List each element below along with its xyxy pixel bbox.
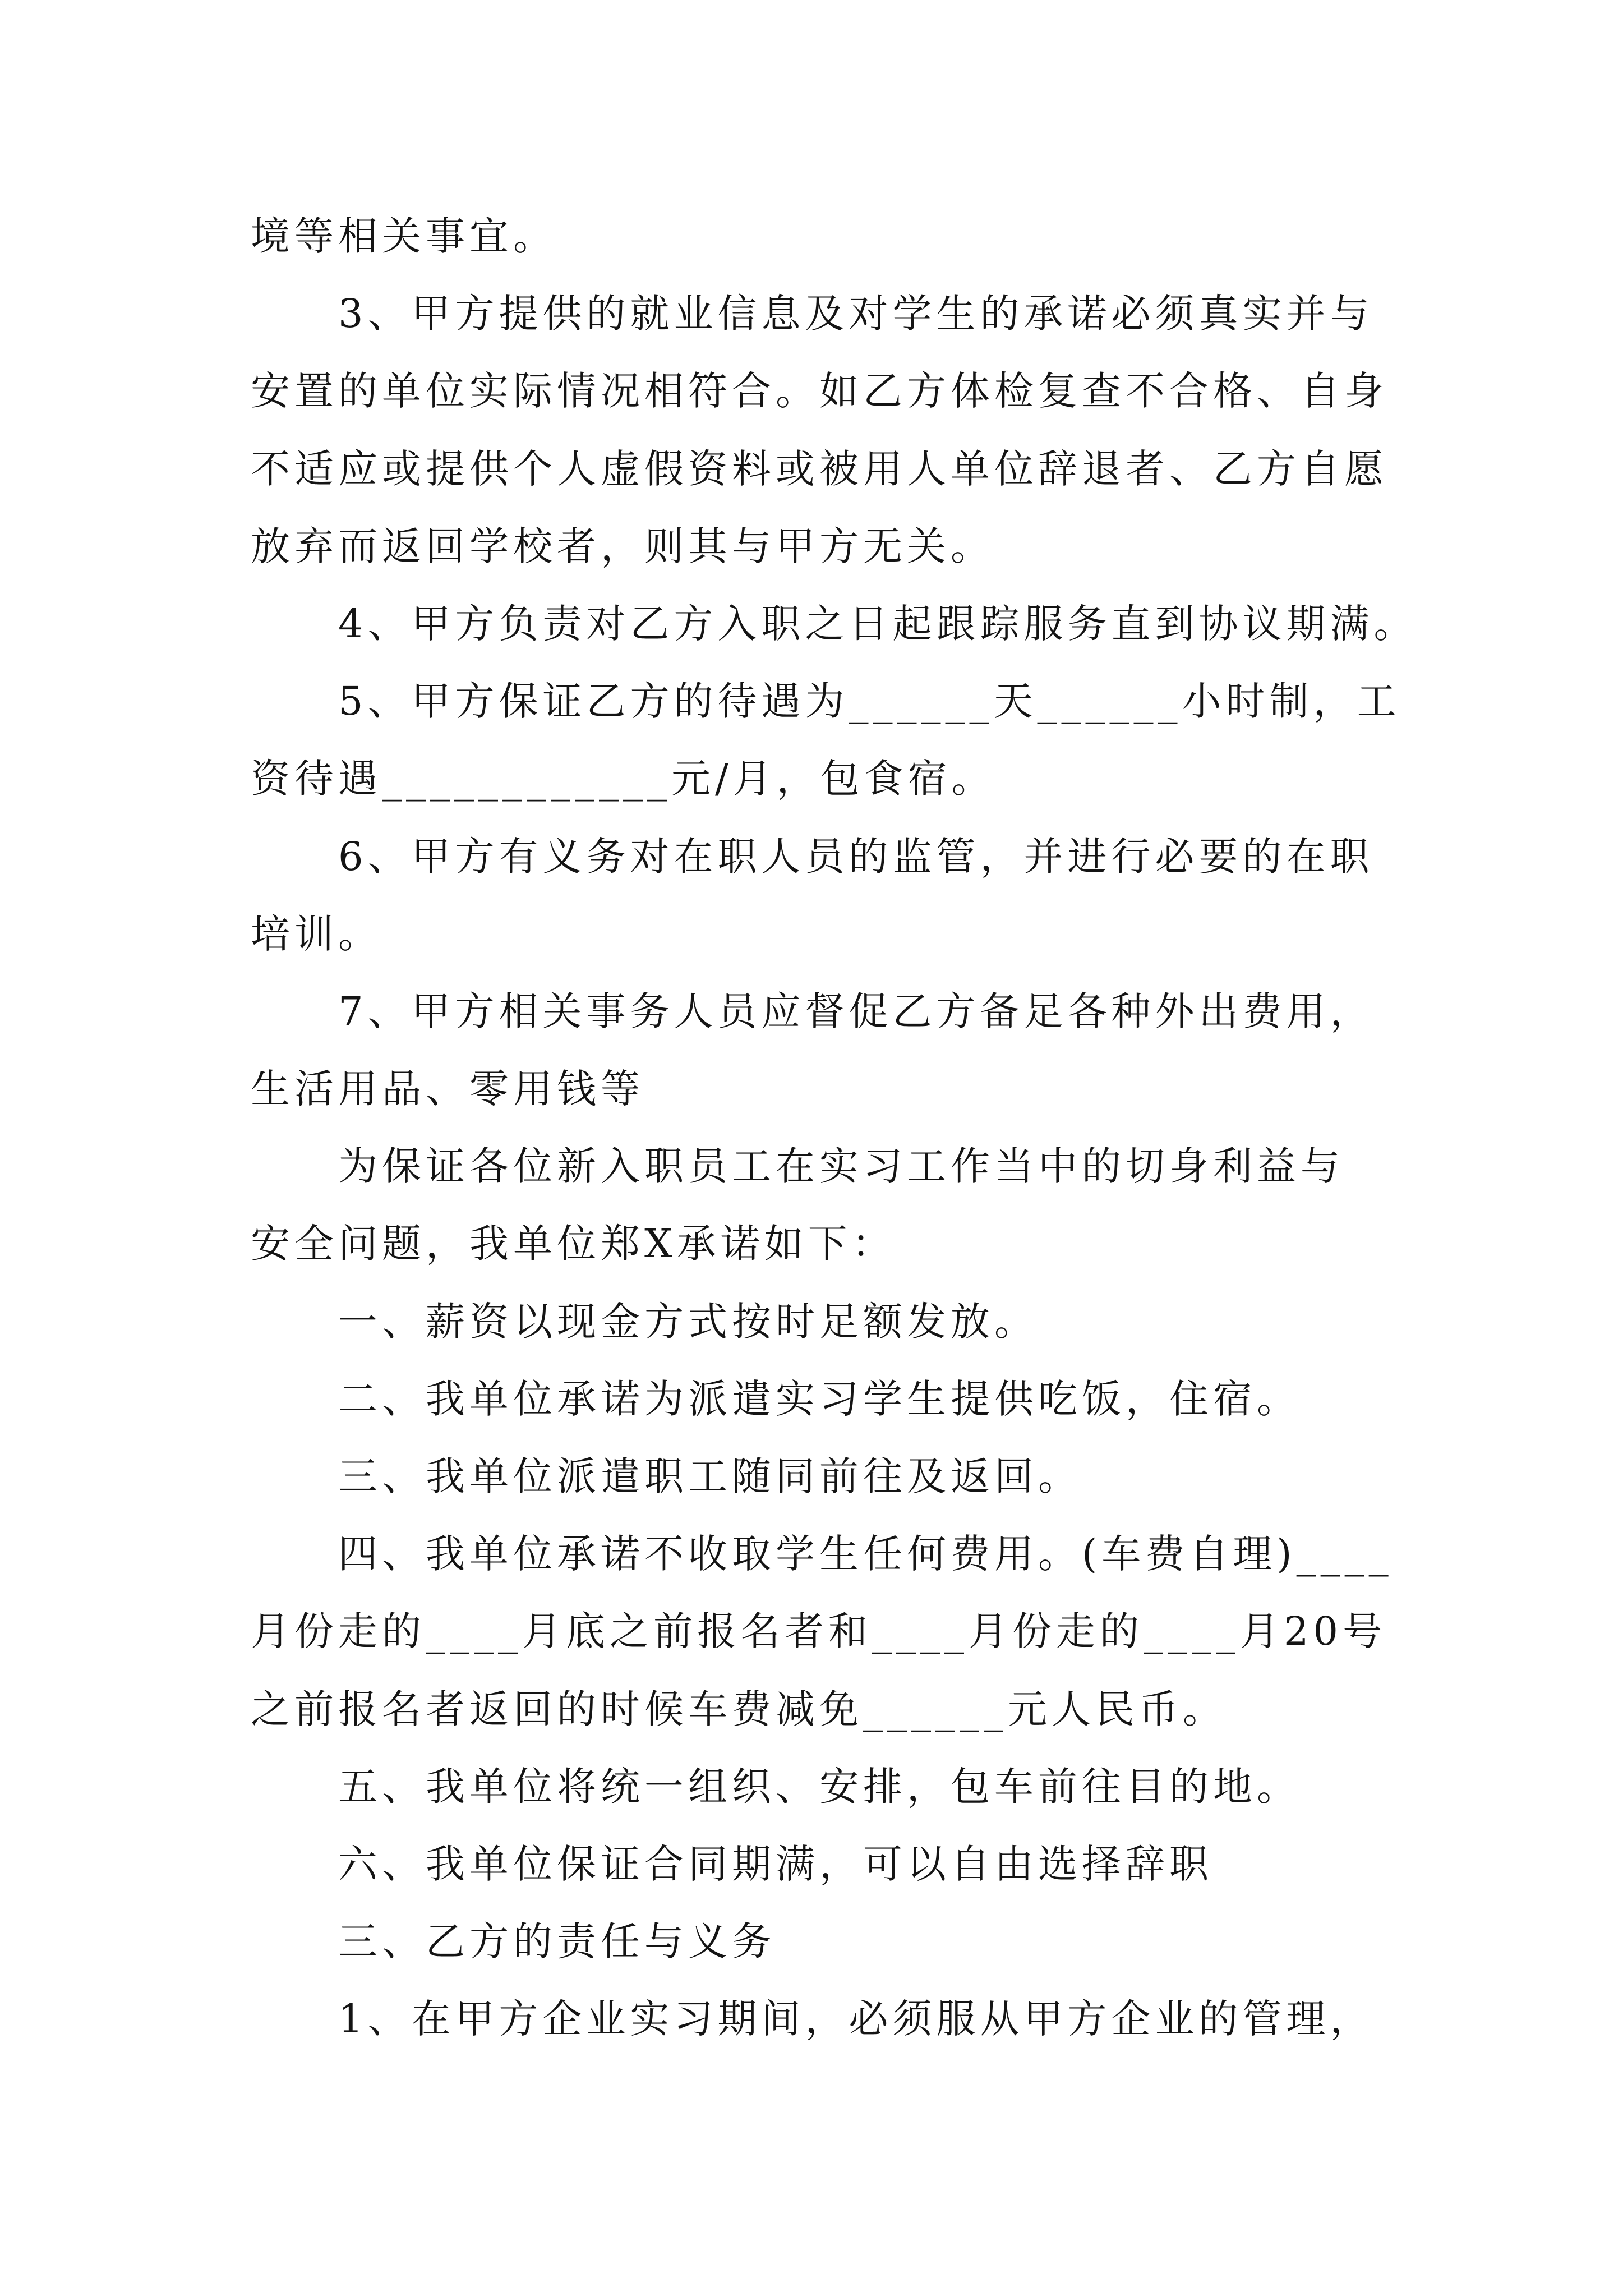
text-line: 为保证各位新入职员工在实习工作当中的切身利益与	[338, 1143, 1344, 1190]
document-body	[251, 197, 1484, 2058]
text-line: 7、甲方相关事务人员应督促乙方备足各种外出费用，	[338, 988, 1374, 1034]
section-heading: 三、乙方的责任与义务	[338, 1918, 776, 1965]
text-line: 5、甲方保证乙方的待遇为______天______小时制，工	[338, 678, 1401, 725]
text-line: 安置的单位实际情况相符合。如乙方体检复查不合格、自身	[251, 368, 1388, 415]
text-line: 四、我单位承诺不收取学生任何费用。(车费自理)____	[338, 1531, 1393, 1577]
text-line: 4、甲方负责对乙方入职之日起跟踪服务直到协议期满。	[338, 600, 1418, 647]
text-line: 安全问题，我单位郑X承诺如下：	[251, 1221, 896, 1267]
text-line: 生活用品、零用钱等	[251, 1066, 644, 1112]
text-line: 资待遇____________元/月，包食宿。	[251, 756, 995, 802]
text-line: 之前报名者返回的时候车费减免______元人民币。	[251, 1686, 1227, 1732]
text-line: 五、我单位将统一组织、安排，包车前往目的地。	[338, 1763, 1301, 1810]
text-line: 月份走的____月底之前报名者和____月份走的____月20号	[251, 1608, 1387, 1655]
text-line: 六、我单位保证合同期满，可以自由选择辞职	[338, 1841, 1213, 1887]
text-line: 一、薪资以现金方式按时足额发放。	[338, 1298, 1038, 1345]
text-line: 1、在甲方企业实习期间，必须服从甲方企业的管理，	[338, 1996, 1374, 2042]
text-line: 3、甲方提供的就业信息及对学生的承诺必须真实并与	[338, 291, 1374, 337]
text-line: 6、甲方有义务对在职人员的监管，并进行必要的在职	[338, 833, 1374, 880]
text-line: 培训。	[251, 910, 382, 957]
text-line: 境等相关事宜。	[251, 213, 557, 259]
text-line: 二、我单位承诺为派遣实习学生提供吃饭，住宿。	[338, 1375, 1301, 1422]
text-line: 放弃而返回学校者，则其与甲方无关。	[251, 523, 994, 569]
text-line: 不适应或提供个人虚假资料或被用人单位辞退者、乙方自愿	[251, 445, 1388, 492]
text-line: 三、我单位派遣职工随同前往及返回。	[338, 1453, 1082, 1499]
